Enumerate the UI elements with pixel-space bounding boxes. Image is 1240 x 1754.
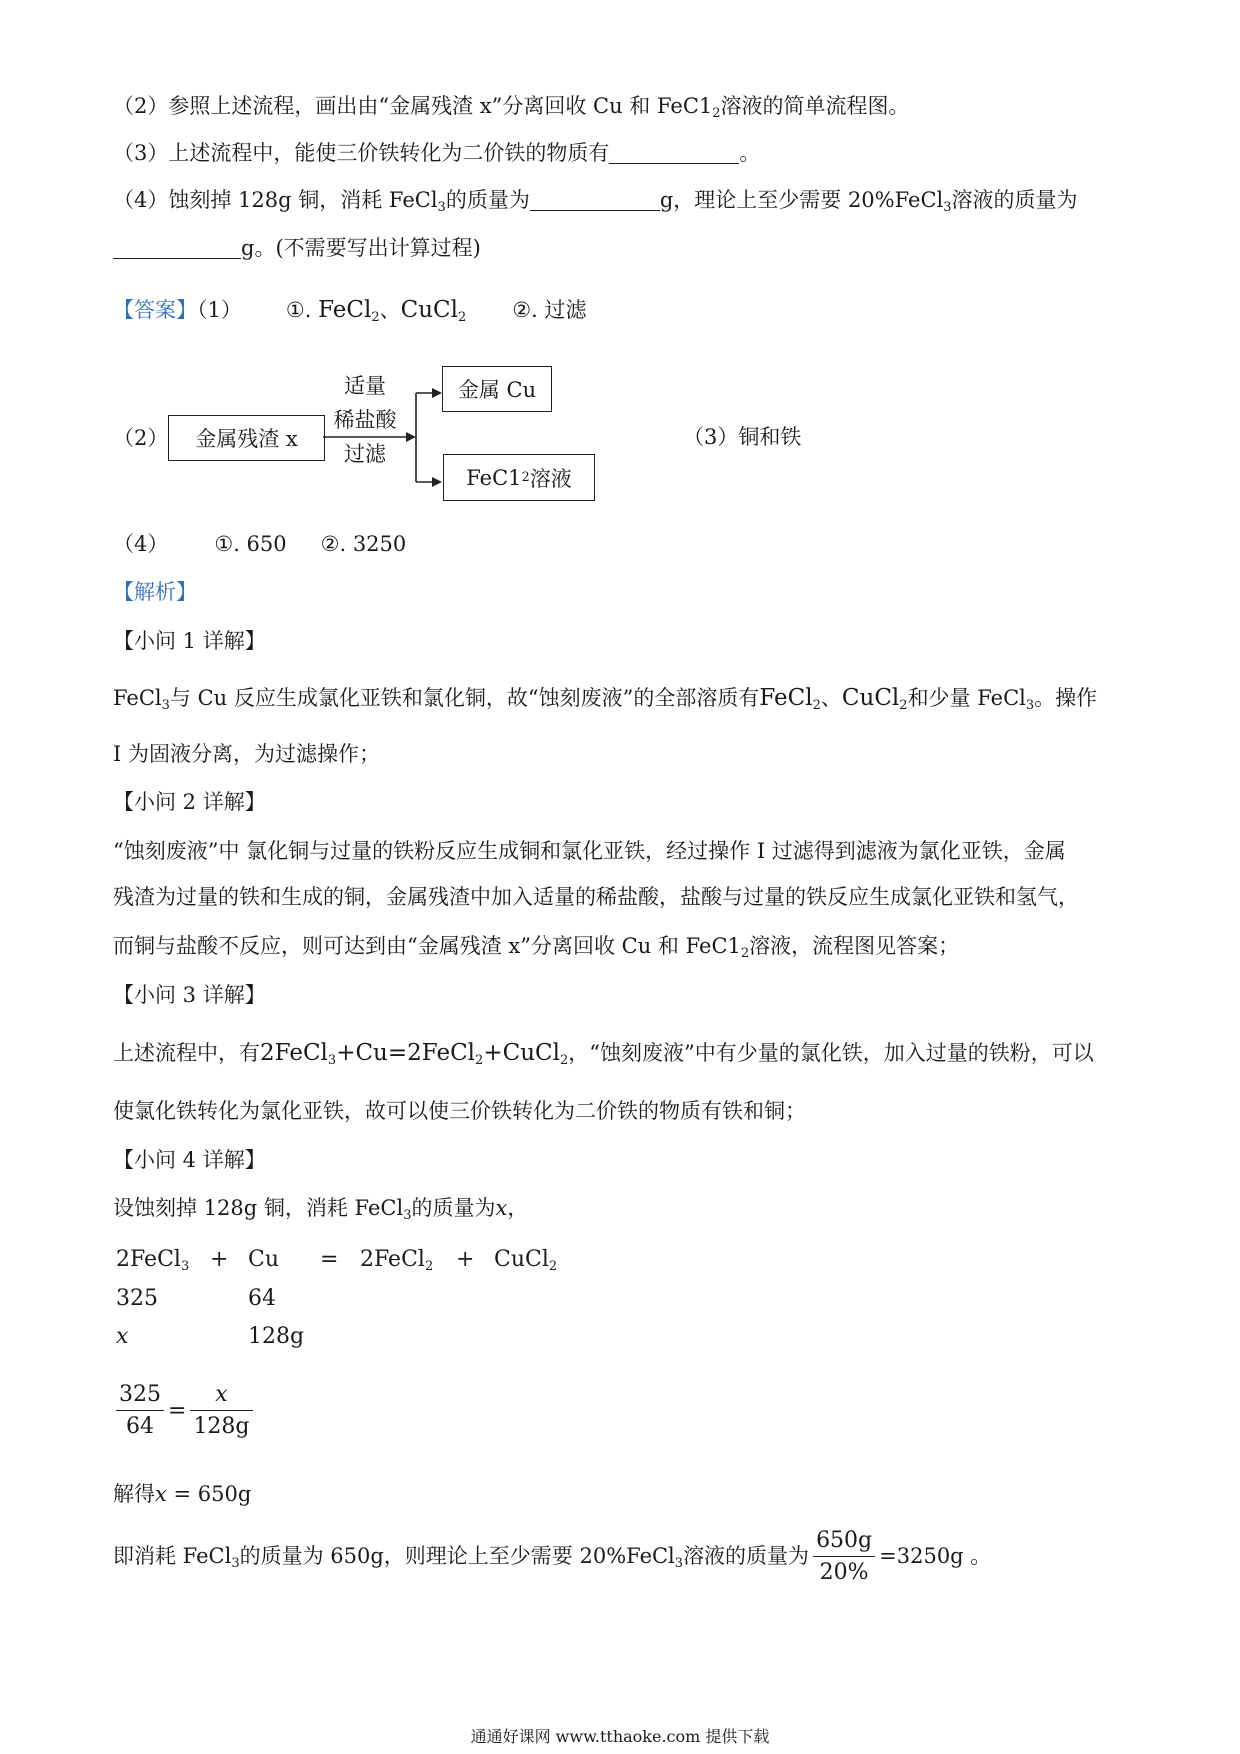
- analysis-paragraph-3-line2: 使氯化铁转化为氯化亚铁，故可以使三价铁转化为二价铁的物质有铁和铜；: [113, 1099, 806, 1123]
- analysis-paragraph-1-line2: I 为固液分离，为过滤操作；: [113, 742, 380, 766]
- analysis-paragraph-1: FeCl$_3$与 Cu 反应生成氯化亚铁和氯化铜，故“蚀刻废液”的全部溶质有FeCl$_2$、CuCl$_2$和少量 FeCl$_3$。操作: [113, 685, 1098, 713]
- flow-arrows: [0, 0, 1240, 600]
- analysis-heading-3: 【小问 3 详解】: [113, 983, 266, 1007]
- answer-4: （4） ①. 650 ②. 3250: [113, 532, 407, 556]
- equation-operator-equals: =: [320, 1247, 339, 1272]
- equation-operator-plus-2: +: [456, 1247, 475, 1272]
- question-2: （2）参照上述流程，画出由“金属残渣 x”分离回收 Cu 和 $FeC1_2$溶液的简单流程图。: [113, 94, 910, 121]
- question-4-line2: g。(不需要写出计算过程): [113, 234, 481, 262]
- flow-condition-1: 适量: [344, 374, 386, 398]
- ratio-fraction-right: $\frac{x}{128g}$: [190, 1380, 252, 1443]
- ratio-fraction-left: $\frac{325}{64}$: [116, 1380, 164, 1443]
- final-line: 即消耗 FeCl$_3$的质量为 650g，则理论上至少需要 20%FeCl$_3$溶液的质量为 $\frac{650g}{20\%}$ =3250g 。: [113, 1524, 991, 1589]
- analysis-heading-4: 【小问 4 详解】: [113, 1148, 266, 1172]
- answer-2-number: （2）: [113, 426, 169, 450]
- analysis-heading-1: 【小问 1 详解】: [113, 629, 266, 653]
- equation-term-1: 2FeCl$_3$: [116, 1247, 190, 1274]
- equation-row3-col2: 128g: [248, 1324, 305, 1349]
- analysis-paragraph-2-line2: 残渣为过量的铁和生成的铜，金属残渣中加入适量的稀盐酸，盐酸与过量的铁反应生成氯化亚铁和氢气，: [113, 885, 1079, 909]
- equation-row2-col1: 325: [116, 1286, 158, 1311]
- analysis-label: 【解析】: [113, 580, 197, 604]
- ratio-equation: $\frac{325}{64}$ = $\frac{x}{128g}$: [112, 1380, 257, 1443]
- equation-term-3: 2FeCl$_2$: [360, 1247, 434, 1274]
- question-3: （3）上述流程中，能使三价铁转化为二价铁的物质有 。: [113, 141, 761, 165]
- flow-condition-3: 过滤: [344, 442, 386, 466]
- solve-line: 解得x = 650g: [113, 1482, 252, 1506]
- flow-condition-2: 稀盐酸: [333, 408, 397, 432]
- final-fraction: $\frac{650g}{20\%}$: [813, 1526, 875, 1589]
- equation-term-2: Cu: [248, 1247, 280, 1272]
- analysis-heading-2: 【小问 2 详解】: [113, 790, 266, 814]
- flow-start-box: 金属残渣 x: [168, 415, 325, 461]
- footer-source: 通通好课网 www.tthaoke.com 提供下载: [470, 1727, 770, 1746]
- answer-label: 【答案】: [113, 298, 197, 322]
- analysis-paragraph-2-line3: 而铜与盐酸不反应，则可达到由“金属残渣 x”分离回收 Cu 和 $FeC1_2$溶液，流程图见答案；: [113, 934, 960, 961]
- answer-3: （3）铜和铁: [683, 425, 802, 449]
- equation-term-4: CuCl$_2$: [494, 1247, 558, 1274]
- answer-1: 【答案】（1） ①. FeCl$_2$、CuCl$_2$ ②. 过滤: [113, 297, 587, 325]
- analysis-paragraph-4: 设蚀刻掉 128g 铜，消耗 FeCl$_3$的质量为x，: [113, 1196, 529, 1223]
- flow-output-copper-box: 金属 Cu: [442, 366, 552, 412]
- flow-output-solution-box: FeC1 2 溶液: [443, 454, 595, 501]
- analysis-paragraph-2-line1: “蚀刻废液”中 氯化铜与过量的铁粉反应生成铜和氯化亚铁，经过操作 I 过滤得到滤液为氯化亚铁，金属: [113, 839, 1066, 863]
- analysis-paragraph-3: 上述流程中，有2FeCl$_3$+Cu=2FeCl$_2$+CuCl$_2$，“蚀刻废液”中有少量的氯化铁，加入过量的铁粉，可以: [113, 1040, 1094, 1068]
- equation-row3-col1: x: [116, 1324, 129, 1349]
- equation-operator-plus-1: +: [210, 1247, 229, 1272]
- question-4: （4）蚀刻掉 128g 铜，消耗 FeCl$_3$的质量为 g，理论上至少需要 20%FeCl$_3$溶液的质量为: [113, 188, 1078, 215]
- equation-row2-col2: 64: [248, 1286, 276, 1311]
